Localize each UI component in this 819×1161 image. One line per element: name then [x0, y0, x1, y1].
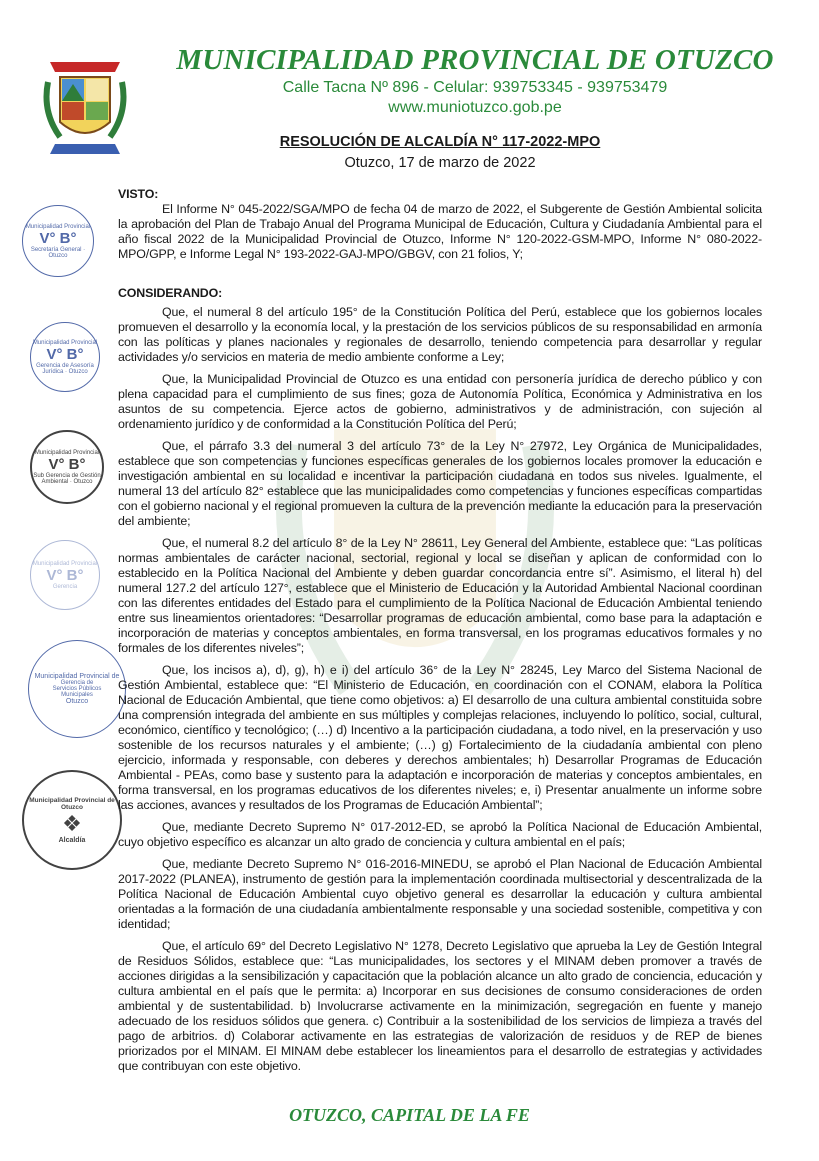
approval-stamp	[22, 205, 94, 277]
resolution-title: RESOLUCIÓN DE ALCALDÍA N° 117-2022-MPO	[279, 134, 601, 150]
stamp-text: Municipalidad Provincial de Otuzco	[29, 796, 115, 811]
considerando-paragraph: Que, el numeral 8 del artículo 195° de la Constitución Política del Perú, establece que los gobiernos locales promueven el desarrollo y la economía local, y la prestación de los servicios públicos de su responsabilidad en armonía con las políticas y planes nacionales y regionales de desarrollo, teniendo competencia para desarrollar y regular actividades y/o servicios en materia de medio ambiente conforme a Ley;	[118, 305, 762, 364]
resolution-header	[118, 134, 762, 171]
stamp-text: Secretaría General · Otuzco	[30, 246, 86, 259]
considerando-paragraph: Que, mediante Decreto Supremo N° 017-2012-ED, se aprobó la Política Nacional de Educación Ambiental, cuyo objetivo específico es alcanzar un alto grado de conciencia y cultura ambiental en el país;	[118, 820, 762, 849]
website: www.muniotuzco.gob.pe	[388, 99, 562, 116]
approval-stamp	[30, 540, 100, 610]
document-body	[118, 187, 762, 1081]
visto-paragraph: El Informe N° 045-2022/SGA/MPO de fecha 04 de marzo de 2022, el Subgerente de Gestión Ambiental solicita la aprobación del Plan de Trabajo Anual del Programa Municipal de Educación, Cultura y Ciudadanía Ambiental para el año fiscal 2022 de la Municipalidad Provincial de Otuzco, Informe N° 120-2022-GSM-MPO, Informe N° 080-2022-MPO/GPP, e Informe Legal N° 193-2022-GAJ-MPO/GBGV, con 21 folios, Y;	[118, 202, 762, 261]
stamp-text: Otuzco	[65, 698, 89, 705]
alcaldia-seal	[22, 770, 122, 870]
stamp-text: Municipalidad Provincial	[32, 560, 98, 567]
municipal-coat-of-arms-logo	[40, 52, 130, 157]
stamp-text: Municipalidad Provincial	[34, 449, 100, 456]
stamp-vobo: V° B°	[46, 566, 84, 584]
contact-block	[240, 78, 710, 118]
stamp-vobo: V° B°	[46, 345, 84, 363]
seal-emblem-icon: ❖	[62, 810, 82, 836]
visto-heading: VISTO:	[118, 187, 159, 201]
approval-stamp	[30, 430, 104, 504]
stamp-text: Gerencia de Asesoría Jurídica · Otuzco	[36, 362, 94, 375]
stamp-text: Municipalidad Provincial	[25, 223, 91, 230]
stamp-text: Alcaldía	[58, 836, 86, 844]
considerando-paragraph: Que, la Municipalidad Provincial de Otuzco es una entidad con personería jurídica de derecho público y con plena capacidad para el cumplimiento de sus fines; goza de Autonomía Política, Económica y Administrativa en los asuntos de su competencia. Ejerce actos de gobierno, administrativos y de administración, con sujeción al ordenamiento jurídico y de conformidad a la Constitución Política del Perú;	[118, 372, 762, 431]
considerando-paragraph: Que, el artículo 69° del Decreto Legislativo N° 1278, Decreto Legislativo que aprueba la Ley de Gestión Integral de Residuos Sólidos, establece que: “Las municipalidades, los sectores y el MINAM deben promover a través de acciones dirigidas a la sensibilización y capacitación que la población alcance un alto grado de conciencia, educación y cultura ambiental en el país que le permita: a) Incorporar en sus decisiones de consumo consideraciones de orden ambiental y de sustentabilidad. b) Involucrarse activamente en la minimización, segregación en fuente y manejo adecuado de los residuos sólidos que genera. c) Contribuir a la sostenibilidad de los servicios de limpieza a través del pago de arbitrios. d) Colaborar activamente en las estrategias de valorización de residuos y de REP de bienes priorizados por el MINAM. El MINAM debe establecer los lineamientos para el desarrollo de estrategias y actividades que contribuyan con este objetivo.	[118, 939, 762, 1073]
approval-stamp	[30, 322, 100, 392]
footer-motto: OTUZCO, CAPITAL DE LA FE	[289, 1105, 530, 1125]
considerando-heading: CONSIDERANDO:	[118, 286, 223, 300]
considerando-paragraph: Que, el numeral 8.2 del artículo 8° de la Ley N° 28611, Ley General del Ambiente, establece que: “Las políticas normas ambientales de carácter nacional, sectorial, regional y local se diseñan y aplican de conformidad con lo establecido en la Política Nacional del Ambiente y deben guardar concordancia entre sí”. Asimismo, el literal h) del numeral 127.2 del artículo 127°, establece que el Ministerio de Educación y la Autoridad Ambiental Nacional coordinan con las diferentes entidades del Estado para el cumplimiento de la Política Nacional de Educación Ambiental teniendo entre sus lineamientos orientadores: “Desarrollar programas de educación ambiental, como base para la adaptación e incorporación de materias y conceptos ambientales, en forma transversal, en los programas educativos formales y no formales de los diferentes niveles”;	[118, 536, 762, 655]
stamp-text: Gerencia de Servicios Públicos Municipales	[52, 680, 102, 698]
stamp-vobo: V° B°	[39, 229, 77, 247]
resolution-date: Otuzco, 17 de marzo de 2022	[344, 155, 536, 171]
stamp-text: Municipalidad Provincial de	[34, 673, 120, 680]
stamp-text: Sub Gerencia de Gestión Ambiental · Otuzco	[33, 472, 101, 485]
stamp-vobo: V° B°	[48, 455, 86, 473]
considerando-paragraph: Que, el párrafo 3.3 del numeral 3 del artículo 73° de la Ley N° 27972, Ley Orgánica de Municipalidades, establece que son competencias y funciones específicas generales de los gobiernos locales promover la educación e investigación ambiental en su localidad e incentivar la participación ciudadana en todos sus niveles. Igualmente, el numeral 13 del artículo 82° establece que las municipalidades como competencias y funciones específicas compartidas con el gobierno nacional y el regional promueven la cultura de la prevención mediante la educación para la preservación del ambiente;	[118, 439, 762, 528]
gerencia-stamp	[28, 640, 126, 738]
stamp-text: Municipalidad Provincial	[32, 339, 98, 346]
considerando-paragraph: Que, mediante Decreto Supremo N° 016-2016-MINEDU, se aprobó el Plan Nacional de Educación Ambiental 2017-2022 (PLANEA), instrumento de gestión para la implementación coordinada multisectorial y descentralizada de la Política Nacional de Educación Ambiental cuyo objetivo general es desarrollar la educación y cultura ambiental orientadas a la formación de una ciudadanía ambientalmente responsable y una sociedad sostenible, competitiva y con identidad;	[118, 857, 762, 931]
municipality-title: MUNICIPALIDAD PROVINCIAL DE OTUZCO	[176, 44, 774, 76]
address: Calle Tacna Nº 896 - Celular: 939753345 - 939753479	[282, 79, 668, 96]
stamp-text: Gerencia	[52, 583, 78, 590]
considerando-paragraph: Que, los incisos a), d), g), h) e i) del artículo 36° de la Ley N° 28245, Ley Marco del Sistema Nacional de Gestión Ambiental, establece que: “El Ministerio de Educación, en coordinación con el CONAM, elabora la Política Nacional de Educación Ambiental, que tiene como objetivos: a) El desarrollo de una cultura ambiental constituida sobre una comprensión integrada del ambiente en sus múltiples y complejas relaciones, incluyendo lo político, social, cultural, económico, científico y tecnológico; (…) d) Incentivo a la participación ciudadana, a todo nivel, en la preservación y uso sostenible de los recursos naturales y el ambiente; (…) g) Fortalecimiento de la ciudadanía ambiental con pleno ejercicio, informada y responsable, con deberes y derechos ambientales; h) Desarrollar Programas de Educación Ambiental - PEAs, como base y sustento para la adaptación e incorporación de materias y conceptos ambientales, en forma transversal, en los programas educativos de los diferentes niveles; e, i) Presentar anualmente un informe sobre las acciones, avances y resultados de los Programas de Educación Ambiental”;	[118, 663, 762, 812]
